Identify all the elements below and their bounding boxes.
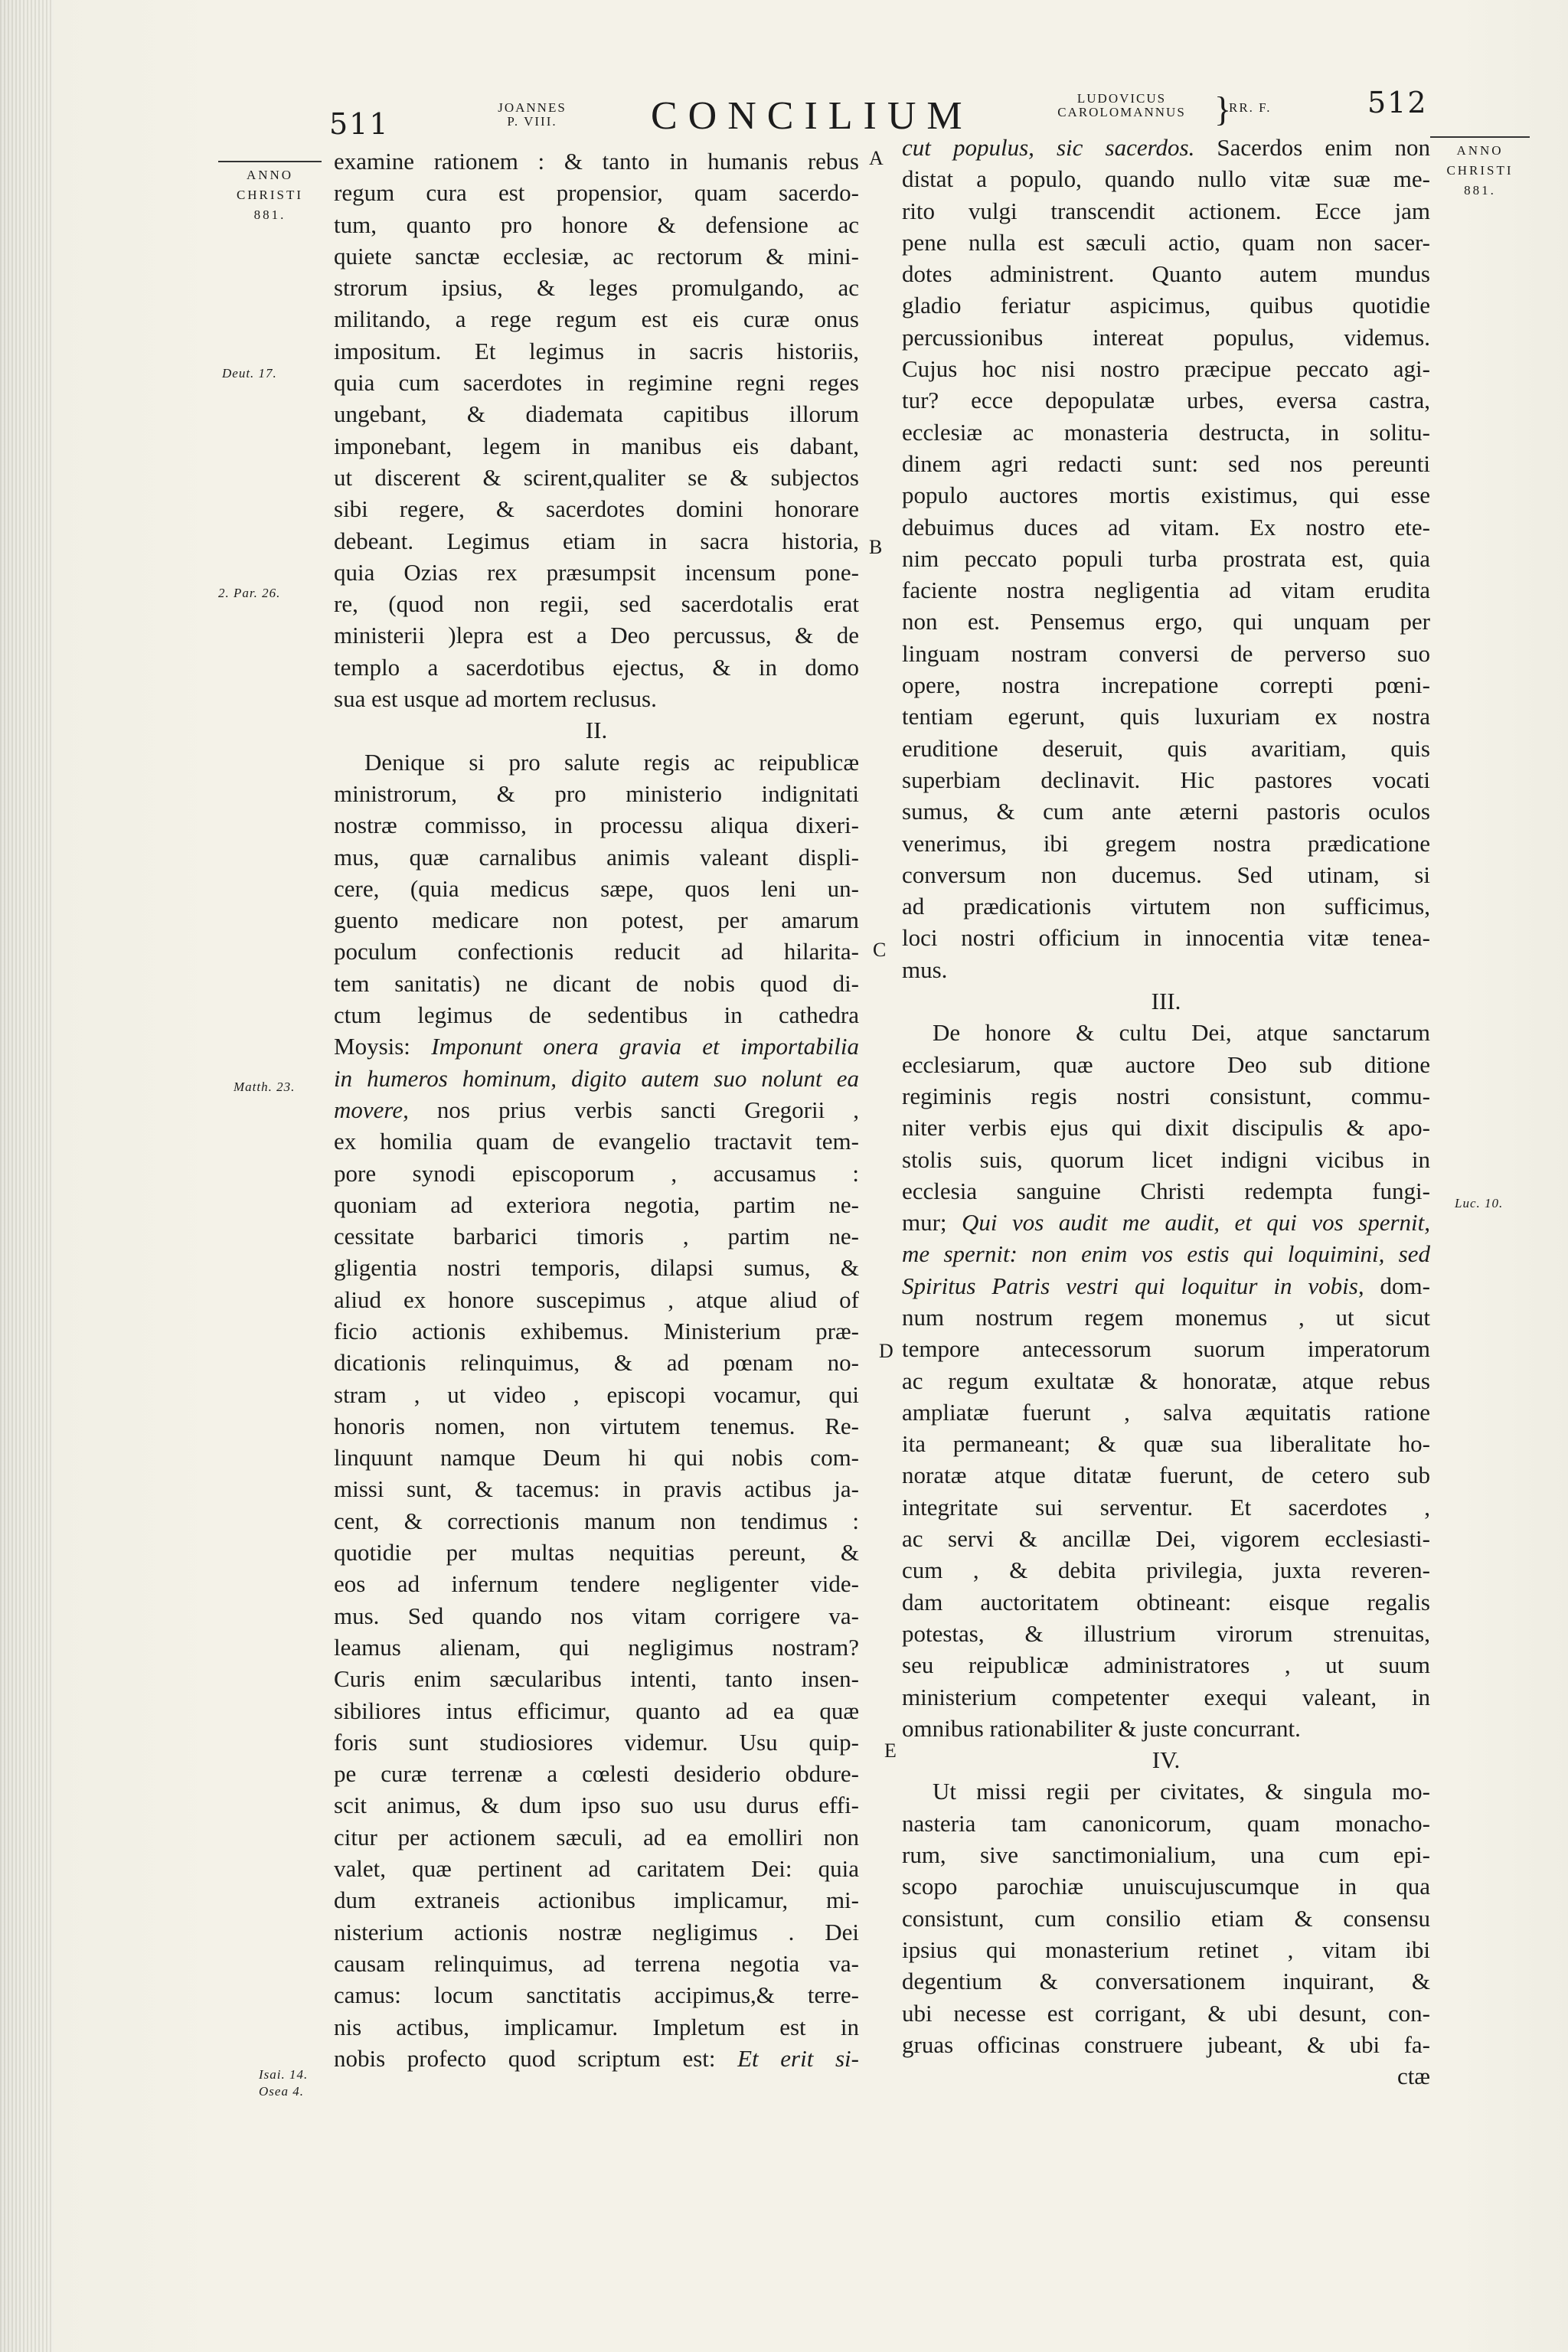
roman-text: tentiam egerunt, quis luxuriam ex nostra — [902, 703, 1430, 730]
section-heading — [334, 714, 859, 746]
text-line — [902, 1365, 1430, 1396]
text-line — [902, 669, 1430, 701]
roman-text: ita permaneant; & quæ sua liberalitate ho- — [902, 1430, 1430, 1458]
text-line — [902, 511, 1430, 543]
running-head-king-2: CAROLOMANNUS — [1057, 105, 1186, 119]
roman-text: De honore & cultu Dei, atque sanctarum — [933, 1019, 1430, 1047]
roman-text: ministerium competenter exequi valeant, in — [902, 1683, 1430, 1710]
roman-text: citur per actionem sæculi, ad ea emolliri non — [334, 1823, 859, 1851]
text-line — [334, 367, 859, 398]
left-text-column — [334, 145, 859, 2074]
text-line — [902, 1396, 1430, 1428]
roman-text: sibiliores intus efficimur, quanto ad ea quæ — [334, 1697, 859, 1724]
italic-quote: Et erit si- — [737, 2044, 859, 2072]
text-line — [334, 335, 859, 367]
text-line — [902, 1144, 1430, 1175]
roman-text: quia Ozias rex præsumpsit incensum pone- — [334, 558, 859, 586]
text-line — [902, 2060, 1430, 2092]
text-line — [902, 1586, 1430, 1618]
roman-text: debeant. Legimus etiam in sacra historia, — [334, 527, 859, 554]
year-note-left-line2: CHRISTI — [236, 188, 304, 202]
roman-text: scit animus, & dum ipso suo usu durus effi- — [334, 1792, 859, 1819]
roman-text: III. — [1151, 988, 1181, 1015]
roman-text: tem sanitatis) ne dicant de nobis quod di- — [334, 969, 859, 997]
text-line — [902, 1302, 1430, 1333]
text-line — [902, 1839, 1430, 1870]
text-line — [902, 479, 1430, 511]
roman-text: leamus alienam, qui negligimus nostram? — [334, 1633, 859, 1661]
roman-text: debuimus duces ad vitam. Ex nostro ete- — [902, 513, 1430, 541]
text-line — [334, 1347, 859, 1378]
roman-text: examine rationem : & tanto in humanis rebus — [334, 148, 859, 175]
roman-text: ipsius qui monasterium retinet , vitam ibi — [902, 1936, 1430, 1963]
text-line — [334, 1663, 859, 1694]
roman-text: scopo parochiæ unuiscujuscumque in qua — [902, 1873, 1430, 1900]
roman-text: ficio actionis exhibemus. Ministerium præ- — [334, 1317, 859, 1344]
roman-text: ampliatæ fuerunt , salva æquitatis ratione — [902, 1398, 1430, 1426]
text-line — [334, 1853, 859, 1884]
text-line — [902, 1870, 1430, 1902]
roman-text: Denique si pro salute regis ac reipublicæ — [364, 748, 859, 776]
roman-text: omnibus rationabiliter & juste concurrant. — [902, 1714, 1301, 1742]
roman-text: ex homilia quam de evangelio tractavit tem- — [334, 1128, 859, 1155]
text-line — [902, 2029, 1430, 2060]
roman-text: ad prædicationis virtutem non sufficimus, — [902, 893, 1430, 920]
text-line — [902, 353, 1430, 384]
roman-text: mus. Sed quando nos vitam corrigere va- — [334, 1602, 859, 1629]
roman-text: degentium & conversationem inquirant, & — [902, 1968, 1430, 1995]
roman-text: sumus, & cum ante æterni pastoris oculos — [902, 798, 1430, 825]
roman-text: quotidie per multas nequitias pereunt, & — [334, 1539, 859, 1566]
roman-text: ministrorum, & pro ministerio indignitati — [334, 779, 859, 807]
roman-text: nim peccato populi turba prostrata est, quia — [902, 544, 1430, 572]
roman-text: gruas officinas construere jubeant, & ubi fa- — [902, 2030, 1430, 2058]
roman-text: tur? ecce depopulatæ urbes, eversa castra, — [902, 387, 1430, 414]
roman-text: dinem agri redacti sunt: sed nos pereunti — [902, 449, 1430, 477]
roman-text: num nostrum regem monemus , ut sicut — [902, 1303, 1430, 1331]
roman-text: ctum legimus de sedentibus in cathedra — [334, 1001, 859, 1029]
roman-text: rum, sive sanctimonialium, una cum epi- — [902, 1841, 1430, 1869]
text-line — [334, 999, 859, 1031]
text-line — [334, 1284, 859, 1315]
text-line — [902, 606, 1430, 637]
year-rule-left — [218, 161, 322, 162]
text-line — [334, 398, 859, 430]
roman-text: IV. — [1152, 1746, 1181, 1774]
text-line — [334, 1600, 859, 1632]
italic-quote: me spernit: non enim vos estis qui loquimini, sed — [902, 1240, 1430, 1268]
margin-note: Deut. 17. — [222, 366, 277, 381]
roman-text: dam auctoritatem obtineant: eisque regalis — [902, 1588, 1430, 1615]
roman-text: opere, nostra increpatione correpti pœni- — [902, 671, 1430, 699]
roman-text: tempore antecessorum suorum imperatorum — [902, 1335, 1430, 1363]
roman-text: Curis enim sæcularibus intenti, tanto insen- — [334, 1665, 859, 1693]
running-head-pope-number: P. VIII. — [507, 114, 557, 129]
margin-note: Isai. 14. — [259, 2067, 309, 2082]
text-line — [902, 922, 1430, 953]
roman-text: sua est usque ad mortem reclusus. — [334, 685, 657, 713]
text-line — [902, 954, 1430, 985]
roman-text: aliud ex honore suscepimus , atque aliud of — [334, 1285, 859, 1313]
text-line — [334, 904, 859, 936]
roman-text: linguam nostram conversi de perverso suo — [902, 639, 1430, 667]
text-line — [334, 619, 859, 651]
text-line — [334, 778, 859, 809]
roman-text: rito vulgi transcendit actionem. Ecce jam — [902, 197, 1430, 224]
text-line — [334, 588, 859, 619]
text-line — [334, 1189, 859, 1220]
text-line — [334, 1410, 859, 1442]
roman-text: mur; — [902, 1209, 962, 1236]
text-line — [902, 416, 1430, 448]
margin-note: 2. Par. 26. — [218, 586, 281, 600]
text-line — [334, 1979, 859, 2011]
text-line — [334, 1916, 859, 1948]
section-letter: B — [869, 536, 883, 558]
roman-text: stram , ut video , episcopi vocamur, qui — [334, 1380, 859, 1408]
text-line — [902, 543, 1430, 574]
text-line — [334, 1220, 859, 1252]
text-line — [902, 1554, 1430, 1586]
roman-text: mus. — [902, 956, 948, 983]
roman-text: non est. Pensemus ergo, qui unquam per — [902, 608, 1430, 635]
text-line — [334, 240, 859, 272]
page-number-left: 511 — [329, 107, 390, 141]
text-line — [334, 1158, 859, 1189]
roman-text: pe curæ terrenæ a cœlesti desiderio obdure- — [334, 1760, 859, 1788]
roman-text: camus: locum sanctitatis accipimus,& terre- — [334, 1981, 859, 2009]
text-line — [902, 764, 1430, 795]
text-line — [902, 1713, 1430, 1744]
margin-note: Osea 4. — [259, 2084, 304, 2099]
text-line — [902, 384, 1430, 416]
roman-text: dum extraneis actionibus implicamur, mi- — [334, 1886, 859, 1914]
roman-text: valet, quæ pertinent ad caritatem Dei: quia — [334, 1855, 859, 1883]
roman-text: strorum ipsius, & leges promulgando, ac — [334, 274, 859, 302]
roman-text: poculum confectionis reducit ad hilarita- — [334, 938, 859, 965]
roman-text: eruditione deseruit, quis avaritiam, quis — [902, 734, 1430, 762]
text-line — [902, 1017, 1430, 1048]
roman-text: seu reipublicæ administratores , ut suum — [902, 1651, 1430, 1679]
roman-text: ctæ — [1396, 2063, 1430, 2090]
text-line — [902, 638, 1430, 669]
roman-text: dotes administrent. Quanto autem mundus — [902, 260, 1430, 288]
text-line — [902, 322, 1430, 353]
text-line — [334, 2011, 859, 2043]
roman-text: quiete sanctæ ecclesiæ, ac rectorum & mini- — [334, 242, 859, 270]
roman-text: pore synodi episcoporum , accusamus : — [334, 1159, 859, 1187]
text-line — [334, 1125, 859, 1157]
text-line — [334, 272, 859, 303]
roman-text: ministerii )lepra est a Deo percussus, & de — [334, 622, 859, 649]
text-line — [902, 1207, 1430, 1238]
roman-text: ac servi & ancillæ Dei, vigorem ecclesiasti- — [902, 1525, 1430, 1553]
roman-text: dom- — [1364, 1272, 1430, 1299]
page-edge — [0, 0, 54, 2352]
roman-text: potestas, & illustrium virorum strenuitas, — [902, 1619, 1430, 1647]
roman-text: ubi necesse est corrigant, & ubi desunt, con- — [902, 1999, 1430, 2027]
text-line — [334, 1948, 859, 1979]
text-line — [334, 209, 859, 240]
text-line — [902, 1965, 1430, 1997]
roman-text: nasteria tam canonicorum, quam monacho- — [902, 1809, 1430, 1837]
text-line — [902, 1428, 1430, 1459]
roman-text: superbiam declinavit. Hic pastores vocati — [902, 766, 1430, 793]
text-line — [334, 1632, 859, 1663]
text-line — [902, 574, 1430, 606]
page-number-right: 512 — [1367, 86, 1428, 119]
roman-text: impositum. Et legimus in sacris historiis, — [334, 337, 859, 364]
roman-text: faciente nostra negligentia ad vitam erudita — [902, 577, 1430, 604]
text-line — [334, 2043, 859, 2074]
roman-text: re, (quod non regii, sed sacerdotalis erat — [334, 590, 859, 618]
italic-quote: in humeros hominum, digito autem suo nolunt ea — [334, 1064, 859, 1092]
roman-text: nobis profecto quod scriptum est: — [334, 2044, 738, 2072]
text-line — [902, 795, 1430, 827]
text-line — [334, 841, 859, 873]
roman-text: linquunt namque Deum hi qui nobis com- — [334, 1444, 859, 1472]
text-line — [334, 1758, 859, 1789]
text-line — [902, 1112, 1430, 1143]
text-line — [902, 890, 1430, 922]
roman-text: cessitate barbarici timoris , partim ne- — [334, 1223, 859, 1250]
section-heading — [902, 1744, 1430, 1775]
year-note-left-line1: ANNO — [246, 168, 294, 182]
year-note-right-line3: 881. — [1464, 183, 1496, 198]
roman-text: II. — [585, 717, 608, 744]
text-line — [902, 289, 1430, 321]
text-line — [902, 1175, 1430, 1207]
italic-quote: movere, — [334, 1096, 409, 1123]
roman-text: imponebant, legem in manibus eis dabant, — [334, 432, 859, 459]
text-line — [334, 1379, 859, 1410]
roman-text: quia cum sacerdotes in regimine regni reges — [334, 369, 859, 397]
roman-text: consistunt, cum consilio etiam & consensu — [902, 1904, 1430, 1932]
text-line — [902, 1998, 1430, 2029]
roman-text: nos prius verbis sancti Gregorii , — [408, 1096, 859, 1123]
text-line — [902, 163, 1430, 194]
text-line — [334, 1789, 859, 1821]
text-line — [902, 1808, 1430, 1839]
text-line — [334, 746, 859, 778]
text-line — [334, 1568, 859, 1599]
right-text-column — [902, 132, 1430, 2092]
text-line — [334, 1726, 859, 1758]
year-note-left — [218, 161, 322, 225]
margin-note: Luc. 10. — [1455, 1196, 1504, 1210]
roman-text: ecclesiæ ac monasteria destructa, in solitu- — [902, 418, 1430, 446]
roman-text: regum cura est propensior, quam sacerdo- — [334, 179, 859, 207]
text-line — [334, 809, 859, 841]
roman-text: nis actibus, implicamur. Impletum est in — [334, 2013, 859, 2040]
roman-text: foris sunt studiosiores videmur. Usu quip- — [334, 1728, 859, 1756]
text-line — [902, 227, 1430, 258]
running-head-kings — [1026, 92, 1217, 119]
text-line — [334, 652, 859, 683]
text-line — [334, 145, 859, 177]
roman-text: militando, a rege regum est eis curæ onus — [334, 305, 859, 333]
roman-text: ungebant, & diademata capitibus illorum — [334, 400, 859, 428]
text-line — [334, 493, 859, 524]
roman-text: missi sunt, & tacemus: in pravis actibus ja- — [334, 1475, 859, 1503]
roman-text: guento medicare non potest, per amarum — [334, 906, 859, 934]
text-line — [902, 1238, 1430, 1269]
year-note-right-line2: CHRISTI — [1446, 163, 1514, 178]
text-line — [902, 859, 1430, 890]
italic-quote: cut populus, sic sacerdos. — [902, 134, 1195, 161]
text-line — [334, 557, 859, 588]
text-line — [902, 1459, 1430, 1491]
roman-text: nostræ commisso, in processu aliqua dixeri- — [334, 812, 859, 839]
text-line — [334, 1252, 859, 1283]
year-rule-right — [1430, 136, 1530, 138]
roman-text: Cujus hoc nisi nostro præcipue peccato agi- — [902, 355, 1430, 383]
roman-text: gladio feriatur aspicimus, quibus quotidie — [902, 292, 1430, 319]
roman-text: loci nostri officium in innocentia vitæ tenea- — [902, 924, 1430, 952]
section-letter: A — [869, 147, 884, 169]
text-line — [334, 1884, 859, 1916]
roman-text: tum, quanto pro honore & defensione ac — [334, 211, 859, 238]
roman-text: ut discerent & scirent,qualiter se & subjectos — [334, 463, 859, 491]
roman-text: pene nulla est sæculi actio, quam non sacer- — [902, 228, 1430, 256]
text-line — [902, 448, 1430, 479]
roman-text: nisterium actionis nostræ negligimus . Dei — [334, 1918, 859, 1945]
italic-quote: Qui vos audit me audit, et qui vos spernit, — [962, 1209, 1430, 1236]
text-line — [902, 828, 1430, 859]
brace-glyph: } — [1214, 90, 1232, 129]
roman-text: stolis suis, quorum licet indigni vicibus in — [902, 1145, 1430, 1173]
year-note-right — [1430, 136, 1530, 201]
running-head-kings-suffix: RR. F. — [1229, 100, 1272, 115]
text-line — [902, 733, 1430, 764]
roman-text: percussionibus intereat populus, videmus. — [902, 323, 1430, 351]
text-line — [902, 1903, 1430, 1934]
roman-text: sibi regere, & sacerdotes domini honorare — [334, 495, 859, 523]
text-line — [902, 1649, 1430, 1681]
roman-text: honoris nomen, non virtutem tenemus. Re- — [334, 1412, 859, 1439]
text-line — [334, 936, 859, 967]
roman-text: mus, quæ carnalibus animis valeant displi- — [334, 843, 859, 871]
text-line — [334, 1695, 859, 1726]
text-line — [334, 1505, 859, 1537]
roman-text: Moysis: — [334, 1033, 432, 1060]
running-head-pope-name: JOANNES — [498, 100, 567, 115]
section-letter: D — [879, 1340, 893, 1362]
text-line — [334, 177, 859, 208]
italic-quote: Spiritus Patris vestri qui loquitur in vobis, — [902, 1272, 1364, 1299]
roman-text: niter verbis ejus qui dixit discipulis & apo- — [902, 1114, 1430, 1142]
section-heading — [902, 985, 1430, 1017]
roman-text: quoniam ad exteriora negotia, partim ne- — [334, 1191, 859, 1218]
text-line — [902, 1491, 1430, 1523]
text-line — [902, 1080, 1430, 1112]
text-line — [334, 1537, 859, 1568]
text-line — [334, 1094, 859, 1125]
text-line — [334, 1315, 859, 1347]
text-line — [334, 525, 859, 557]
text-line — [334, 1821, 859, 1853]
text-line — [902, 1681, 1430, 1713]
year-note-left-line3: 881. — [253, 207, 286, 222]
text-line — [334, 1063, 859, 1094]
text-line — [902, 1618, 1430, 1649]
roman-text: gligentia nostri temporis, dilapsi sumus, & — [334, 1254, 859, 1282]
text-line — [334, 873, 859, 904]
text-line — [334, 1442, 859, 1473]
text-line — [902, 195, 1430, 227]
running-head-king-1: LUDOVICUS — [1076, 91, 1167, 106]
text-line — [902, 258, 1430, 289]
text-line — [334, 430, 859, 462]
roman-text: templo a sacerdotibus ejectus, & in domo — [334, 653, 859, 681]
text-line — [334, 1473, 859, 1504]
text-line — [902, 1934, 1430, 1965]
year-note-right-line1: ANNO — [1456, 143, 1504, 158]
roman-text: venerimus, ibi gregem nostra prædicatione — [902, 829, 1430, 857]
text-line — [902, 132, 1430, 163]
roman-text: dicationis relinquimus, & ad pœnam no- — [334, 1349, 859, 1377]
italic-quote: Imponunt onera gravia et importabilia — [431, 1033, 859, 1060]
text-line — [334, 303, 859, 335]
section-letter: E — [884, 1740, 897, 1762]
roman-text: eos ad infernum tendere negligenter vide- — [334, 1570, 859, 1598]
text-line — [334, 462, 859, 493]
text-line — [902, 1333, 1430, 1364]
roman-text: conversum non ducemus. Sed utinam, si — [902, 861, 1430, 888]
roman-text: cum , & debita privilegia, juxta reveren- — [902, 1557, 1430, 1584]
roman-text: noratæ atque ditatæ fuerunt, de cetero sub — [902, 1462, 1430, 1489]
text-line — [902, 1270, 1430, 1302]
text-line — [902, 701, 1430, 732]
roman-text: causam relinquimus, ad terrena negotia va- — [334, 1949, 859, 1977]
text-line — [334, 968, 859, 999]
roman-text: ac regum exultatæ & honoratæ, atque rebus — [902, 1367, 1430, 1394]
roman-text: ecclesia sanguine Christi redempta fungi- — [902, 1177, 1430, 1204]
text-line — [334, 683, 859, 714]
text-line — [334, 1031, 859, 1062]
section-letter: C — [873, 939, 887, 961]
roman-text: integritate sui serventur. Et sacerdotes , — [902, 1493, 1430, 1521]
text-line — [902, 1523, 1430, 1554]
text-line — [902, 1775, 1430, 1807]
roman-text: cent, & correctionis manum non tendimus : — [334, 1507, 859, 1534]
roman-text: Sacerdos enim non — [1194, 134, 1430, 161]
roman-text: populo auctores mortis existimus, qui esse — [902, 482, 1430, 509]
text-line — [902, 1049, 1430, 1080]
roman-text: Ut missi regii per civitates, & singula mo- — [933, 1778, 1430, 1805]
margin-note: Matth. 23. — [234, 1080, 296, 1094]
roman-text: distat a populo, quando nullo vitæ suæ me- — [902, 165, 1430, 193]
page-title: CONCILIUM — [651, 94, 973, 138]
running-head-pope — [475, 101, 590, 129]
roman-text: cere, (quia medicus sæpe, quos leni un- — [334, 874, 859, 902]
roman-text: regiminis regis nostri consistunt, commu- — [902, 1082, 1430, 1109]
roman-text: ecclesiarum, quæ auctore Deo sub ditione — [902, 1050, 1430, 1078]
